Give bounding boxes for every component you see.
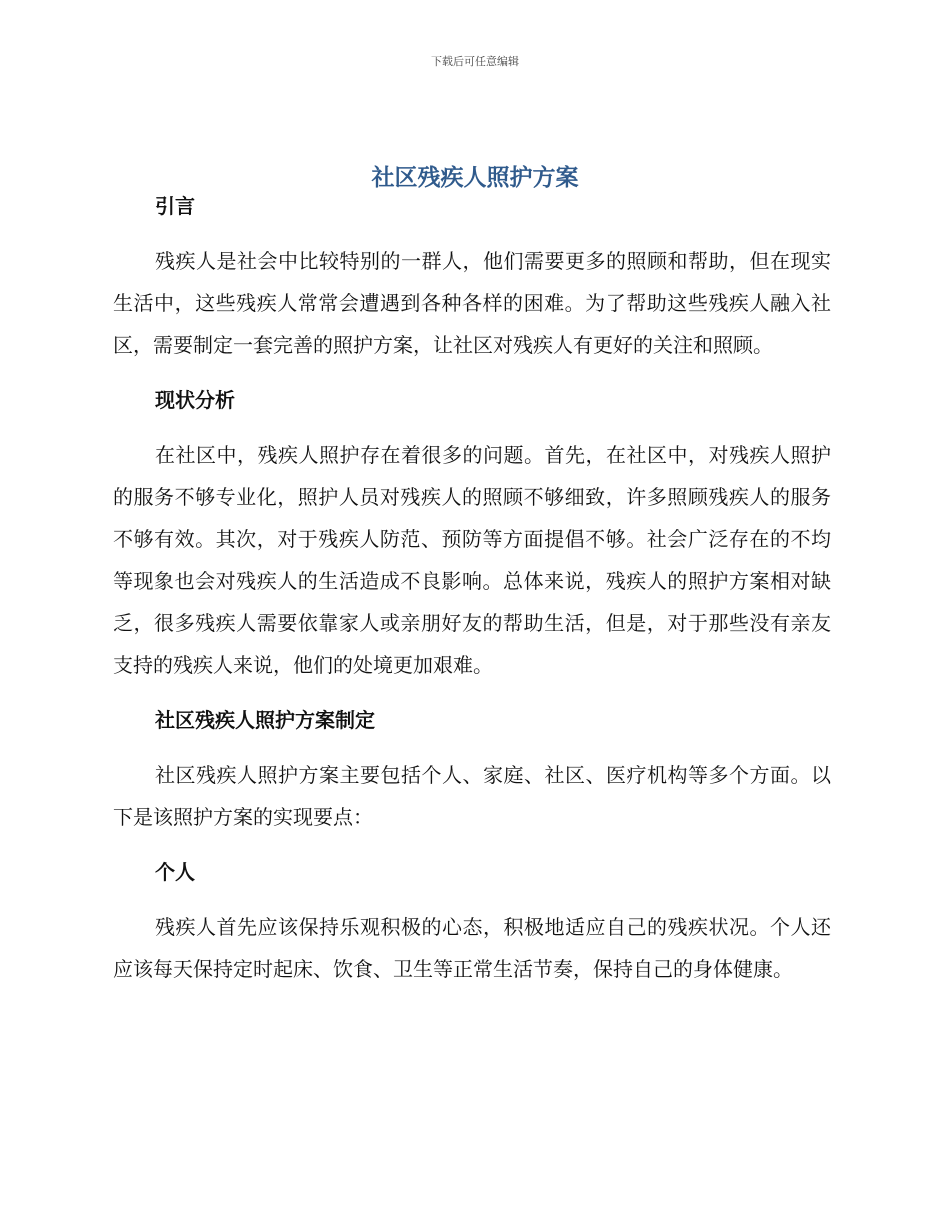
- section-paragraph-status-analysis: 在社区中，残疾人照护存在着很多的问题。首先，在社区中，对残疾人照护的服务不够专业化，照护人员对残疾人的照顾不够细致，许多照顾残疾人的服务不够有效。其次，对于残疾人防范、预防等方面提倡不够。社会广泛存在的不均等现象也会对残疾人的生活造成不良影响。总体来说，残疾人的照护方案相对缺乏，很多残疾人需要依靠家人或亲朋好友的帮助生活，但是，对于那些没有亲友支持的残疾人来说，他们的处境更加艰难。: [113, 443, 831, 677]
- section-heading-personal: 个人: [155, 860, 195, 884]
- section-paragraph-intro: 残疾人是社会中比较特别的一群人，他们需要更多的照顾和帮助，但在现实生活中，这些残疾人常常会遭遇到各种各样的困难。为了帮助这些残疾人融入社区，需要制定一套完善的照护方案，让社区对残疾人有更好的关注和照顾。: [113, 249, 831, 357]
- section-heading-intro: 引言: [155, 194, 195, 218]
- section-heading-status-analysis: 现状分析: [155, 388, 235, 412]
- section-paragraph-personal: 残疾人首先应该保持乐观积极的心态，积极地适应自己的残疾状况。个人还应该每天保持定时起床、饮食、卫生等正常生活节奏，保持自己的身体健康。: [113, 915, 831, 981]
- document-body: [113, 190, 831, 990]
- page-header-note: 下载后可任意编辑: [431, 55, 519, 68]
- section-paragraph-plan-formulation: 社区残疾人照护方案主要包括个人、家庭、社区、医疗机构等多个方面。以下是该照护方案的实现要点：: [113, 763, 831, 829]
- document-title: 社区残疾人照护方案: [371, 165, 579, 192]
- section-heading-plan-formulation: 社区残疾人照护方案制定: [155, 708, 375, 732]
